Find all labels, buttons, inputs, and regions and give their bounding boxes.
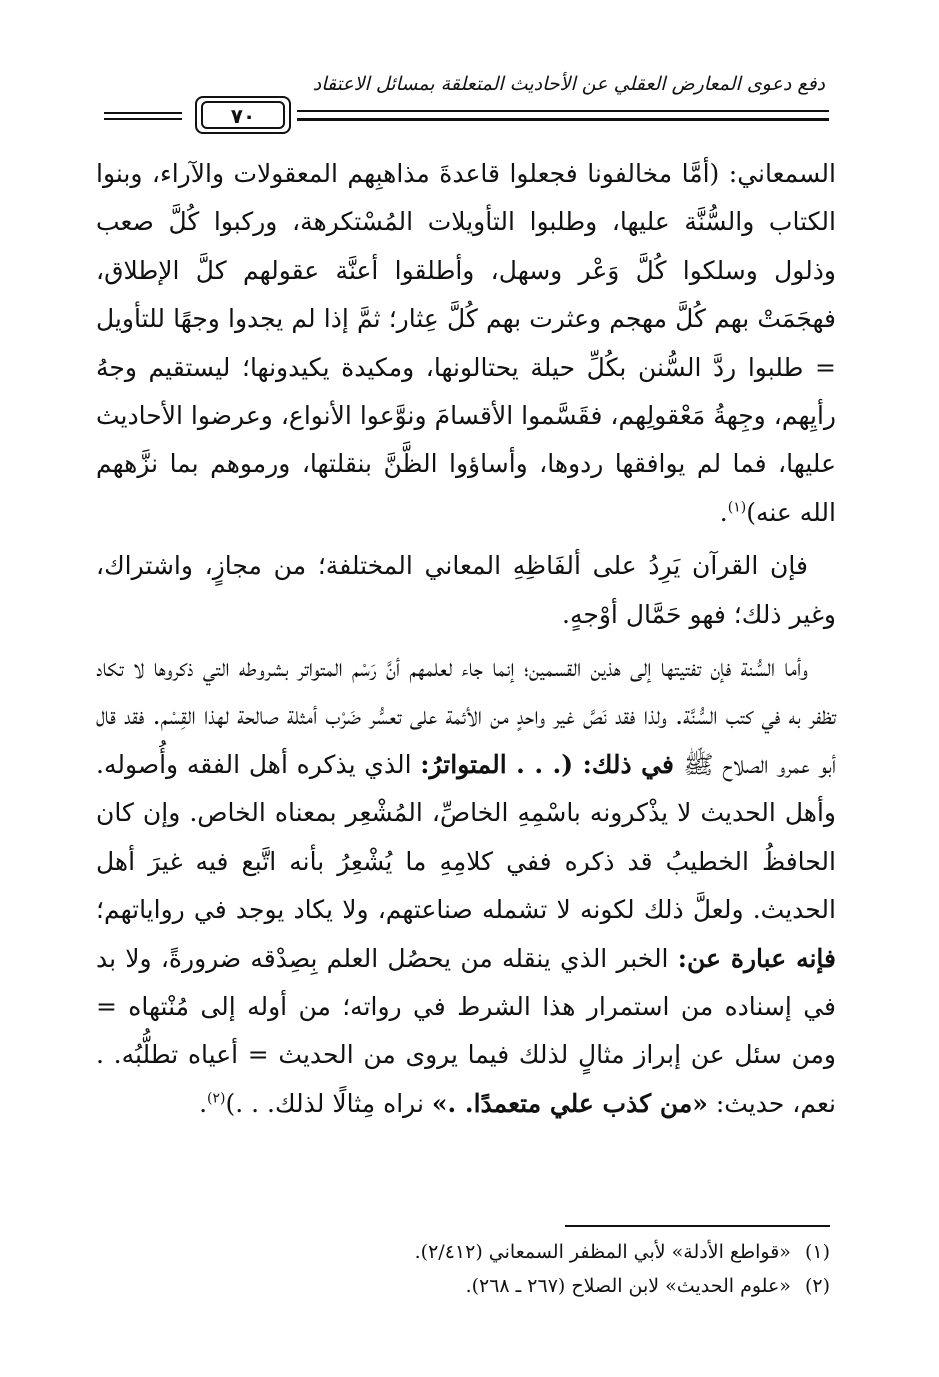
running-header-title: دفع دعوى المعارض العقلي عن الأحاديث المتعلقة بمسائل الاعتقاد bbox=[312, 73, 825, 95]
paragraph-2-text: فإن القرآن يَرِدُ على ألفَاظِهِ المعاني المختلفة؛ من مجازٍ، واشتراك، وغير ذلك؛ فهو حَمَّال أوْجهٍ. bbox=[96, 551, 836, 629]
header-rule-left-bottom bbox=[104, 118, 182, 120]
footnote-1 bbox=[300, 1235, 830, 1269]
page-number-frame bbox=[195, 96, 291, 134]
footnote-ref-1: (١) bbox=[727, 499, 747, 516]
paragraph-3-text-e: نراه مِثالًا لذلك. . .) bbox=[225, 1088, 432, 1118]
paragraph-3-end: . bbox=[199, 1088, 208, 1118]
paragraph-1 bbox=[96, 150, 836, 537]
footnote-2 bbox=[300, 1269, 830, 1303]
main-text bbox=[96, 150, 836, 1128]
paragraph-1-end: . bbox=[719, 497, 728, 527]
footnote-separator bbox=[565, 1225, 830, 1227]
paragraph-3-text-c: الذي يذكره أهل الفقه وأُصوله. وأهل الحديث لا يذْكرونه باسْمِهِ الخاصِّ، المُشْعِر بمعناه الخاص. وإن كان الحافظُ الخطيبُ قد ذكره ففي كلامِهِ ما يُشْعِرُ بأنه اتَّبع فيه غيرَ أهل الحديث. ولعلَّ ذلك لكونه لا تشمله صناعتهم، ولا يكاد يوجد في رواياتهم؛ bbox=[96, 749, 836, 925]
paragraph-3 bbox=[96, 644, 836, 1128]
honorific-glyph: ﷺ bbox=[683, 749, 714, 779]
paragraph-3-text-b: في ذلك: ( bbox=[561, 749, 684, 779]
paragraph-1-text: السمعاني: (أمَّا مخالفونا فجعلوا قاعدةَ مذاهبِهم المعقولات والآراء، وبنوا الكتاب والسُّنَّة عليها، وطلبوا التأويلات المُسْتكرهة، وركبوا كُلَّ صعب وذلول وسلكوا كُلَّ وَعْر وسهل، وأطلقوا أعنَّة عقولهم كلَّ الإطلاق، فهجَمَتْ بهم كُلَّ مهجم وعثرت بهم كُلَّ عِثار؛ ثمَّ إذا لم يجدوا وجهًا للتأويل = طلبوا ردَّ السُّنن بكُلِّ حيلة يحتالونها، ومكيدة يكيدونها؛ ليستقيم وجهُ رأيِهم، وجِهةُ مَعْقولِهم، فقَسَّموا الأقسامَ ونوَّعوا الأنواع، وعرضوا الأحاديث عليها، فما لم يوافقها ردوها، وأساؤوا الظَّنَّ بنقلتها، ورموهم بما نزَّههم الله عنه) bbox=[96, 159, 836, 527]
footnote-1-text: «قواطع الأدلة» لأبي المظفر السمعاني (٢/٤١٢). bbox=[414, 1241, 791, 1263]
header-rule-top bbox=[297, 110, 829, 112]
hadith-quote: «من كذب علي متعمدًا. .» bbox=[431, 1088, 708, 1118]
header-rule-left-top bbox=[104, 112, 182, 114]
footnote-ref-2: (٢) bbox=[207, 1090, 226, 1107]
footnote-1-number: (١) bbox=[804, 1241, 830, 1263]
footnote-2-text: «علوم الحديث» لابن الصلاح (٢٦٧ ـ ٢٦٨). bbox=[465, 1275, 791, 1297]
footnote-2-number: (٢) bbox=[804, 1275, 830, 1297]
term-definition-label: فإنه عبارة عن: bbox=[677, 943, 836, 973]
paragraph-3-text-d: الخبر الذي ينقله من يحصُل العلم بِصِدْقه ضرورةً، ولا بد في إسناده من استمرار هذا الشرط في رواته؛ من أوله إلى مُنْتهاه = ومن سئل عن إبراز مثالٍ لذلك فيما يروى من الحديث = أعياه تطلُّبُه. . نعم، حديث: bbox=[96, 943, 836, 1118]
footnotes bbox=[300, 1235, 830, 1303]
header-rule-bottom bbox=[297, 118, 829, 121]
paragraph-3-text-a: وأما السُّنة فإن تفتيتها إلى هذين القسمين؛ إنما جاء لعلمهم أنَّ رَسْم المتواتر بشروطه التي ذكروها لا تكاد تظفر به في كتب السُّنَّة. ولذا فقد نَصَّ غير واحدٍ من الأئمة على تعسُّر ضَرْب أمثلة صالحة لهذا القِسْم. فقد قال أبو عمرو الصلاح bbox=[96, 653, 837, 779]
page-number: ٧٠ bbox=[230, 104, 256, 128]
term-mutawatir: . . . المتواترُ: bbox=[420, 749, 562, 779]
paragraph-2 bbox=[96, 542, 836, 639]
